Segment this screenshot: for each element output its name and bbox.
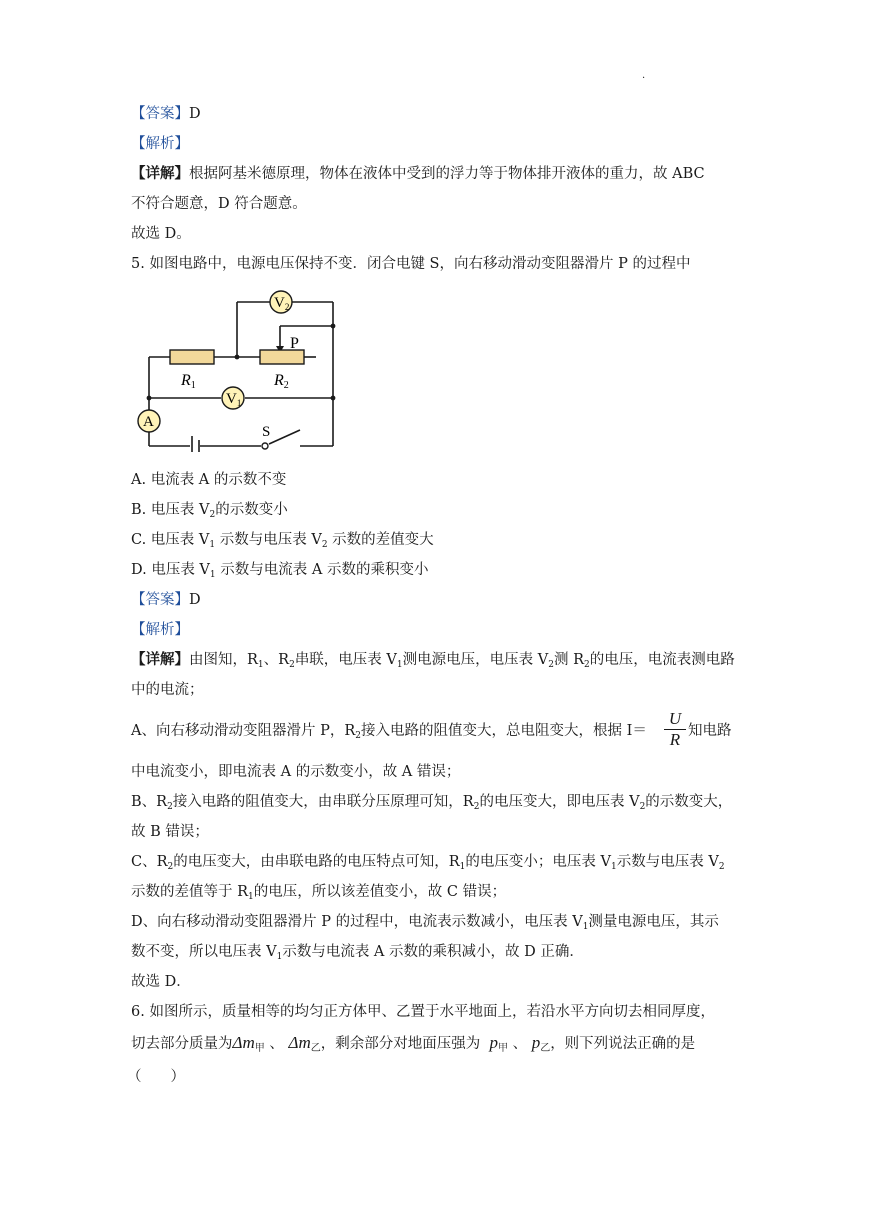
question-6-bracket: （ ）: [127, 1069, 185, 1085]
detail-line-1-q4: [131, 164, 705, 184]
label-v1: $V_1$: [226, 391, 242, 408]
analysis-tag-q5: 【解析】: [131, 622, 189, 638]
label-p: P: [290, 335, 299, 352]
label-s: S: [262, 424, 271, 440]
option-d: D. 电压表 $V_1$ 示数与电流表 A 示数的乘积变小: [131, 562, 429, 580]
option-b: B. 电压表 $V_2$的示数变小: [131, 502, 288, 520]
detail-line-10-q5: 数不变，所以电压表 $V_1$示数与电流表 A 示数的乘积减小，故 D 正确．: [131, 944, 584, 962]
detail-line-4-q5: 中电流变小，即电流表 A 的示数变小，故 A 错误；: [131, 764, 461, 780]
detail-line-9-q5: D、向右移动滑动变阻器滑片 P 的过程中，电流表示数减小，电压表 $V_1$测量电源电压，其示: [131, 914, 719, 932]
detail-line-2-q5: 中的电流；: [131, 682, 204, 698]
answer-line-q5: 【答案】D: [131, 592, 201, 608]
question-5-stem: 5. 如图电路中，电源电压保持不变．闭合电键 S，向右移动滑动变阻器滑片 P 的过程中: [131, 256, 691, 272]
analysis-tag-q4: 【解析】: [131, 136, 189, 152]
label-r2: R2: [274, 372, 289, 391]
detail-line-6-q5: 故 B 错误；: [131, 824, 209, 840]
resistor-r2: [260, 350, 304, 364]
detail-line-2-q4: 不符合题意，D 符合题意。: [131, 196, 307, 212]
label-r1: R1: [181, 372, 196, 391]
fraction-u-over-r: U R: [664, 710, 686, 749]
detail-line-3-tail: 知电路: [688, 723, 732, 739]
option-a: A. 电流表 A 的示数不变: [131, 472, 287, 488]
question-6-line-2: 切去部分质量为$\Delta m_甲$ 、 $\Delta m_乙$，剩余部分对地面压强为 $p_甲$ 、 $p_乙$，则下列说法正确的是: [131, 1033, 696, 1054]
conclusion-q4: 故选 D。: [131, 226, 191, 242]
detail-line-8-q5: 示数的差值等于 $R_1$的电压，所以该差值变小，故 C 错误；: [131, 884, 507, 902]
label-a: A: [143, 414, 154, 430]
option-c: C. 电压表 $V_1$ 示数与电压表 $V_2$ 示数的差值变大: [131, 532, 434, 550]
detail-tag: 【详解】: [131, 165, 189, 182]
detail-line-1-q5: 【详解】由图知，$R_1$、$R_2$串联，电压表 $V_1$测电源电压，电压表 $V_2$测 $R_2$的电压，电流表测电路: [131, 651, 735, 670]
resistor-r1: [170, 350, 214, 364]
answer-line-q4: [131, 104, 201, 124]
detail-line-3-q5: A、向右移动滑动变阻器滑片 P，$R_2$接入电路的阻值变大，总电阻变大，根据 I＝: [131, 723, 647, 741]
conclusion-q5: 故选 D．: [131, 974, 191, 990]
header-dot: .: [642, 70, 646, 81]
detail-text: 根据阿基米德原理，物体在液体中受到的浮力等于物体排开液体的重力，故 ABC: [189, 166, 705, 182]
detail-line-7-q5: C、$R_2$的电压变大，由串联电路的电压特点可知，$R_1$的电压变小；电压表 $V_1$示数与电压表 $V_2$: [131, 854, 725, 872]
circuit-diagram: [128, 286, 348, 452]
detail-line-5-q5: B、$R_2$接入电路的阻值变大，由串联分压原理可知，$R_2$的电压变大，即电压表 $V_2$的示数变大，: [131, 794, 733, 812]
label-v2: $V_2$: [274, 295, 290, 312]
answer-value: D: [189, 106, 201, 122]
answer-tag: 【答案】: [131, 106, 189, 122]
question-6-line-1: 6. 如图所示，质量相等的均匀正方体甲、乙置于水平地面上，若沿水平方向切去相同厚度，: [131, 1004, 715, 1020]
